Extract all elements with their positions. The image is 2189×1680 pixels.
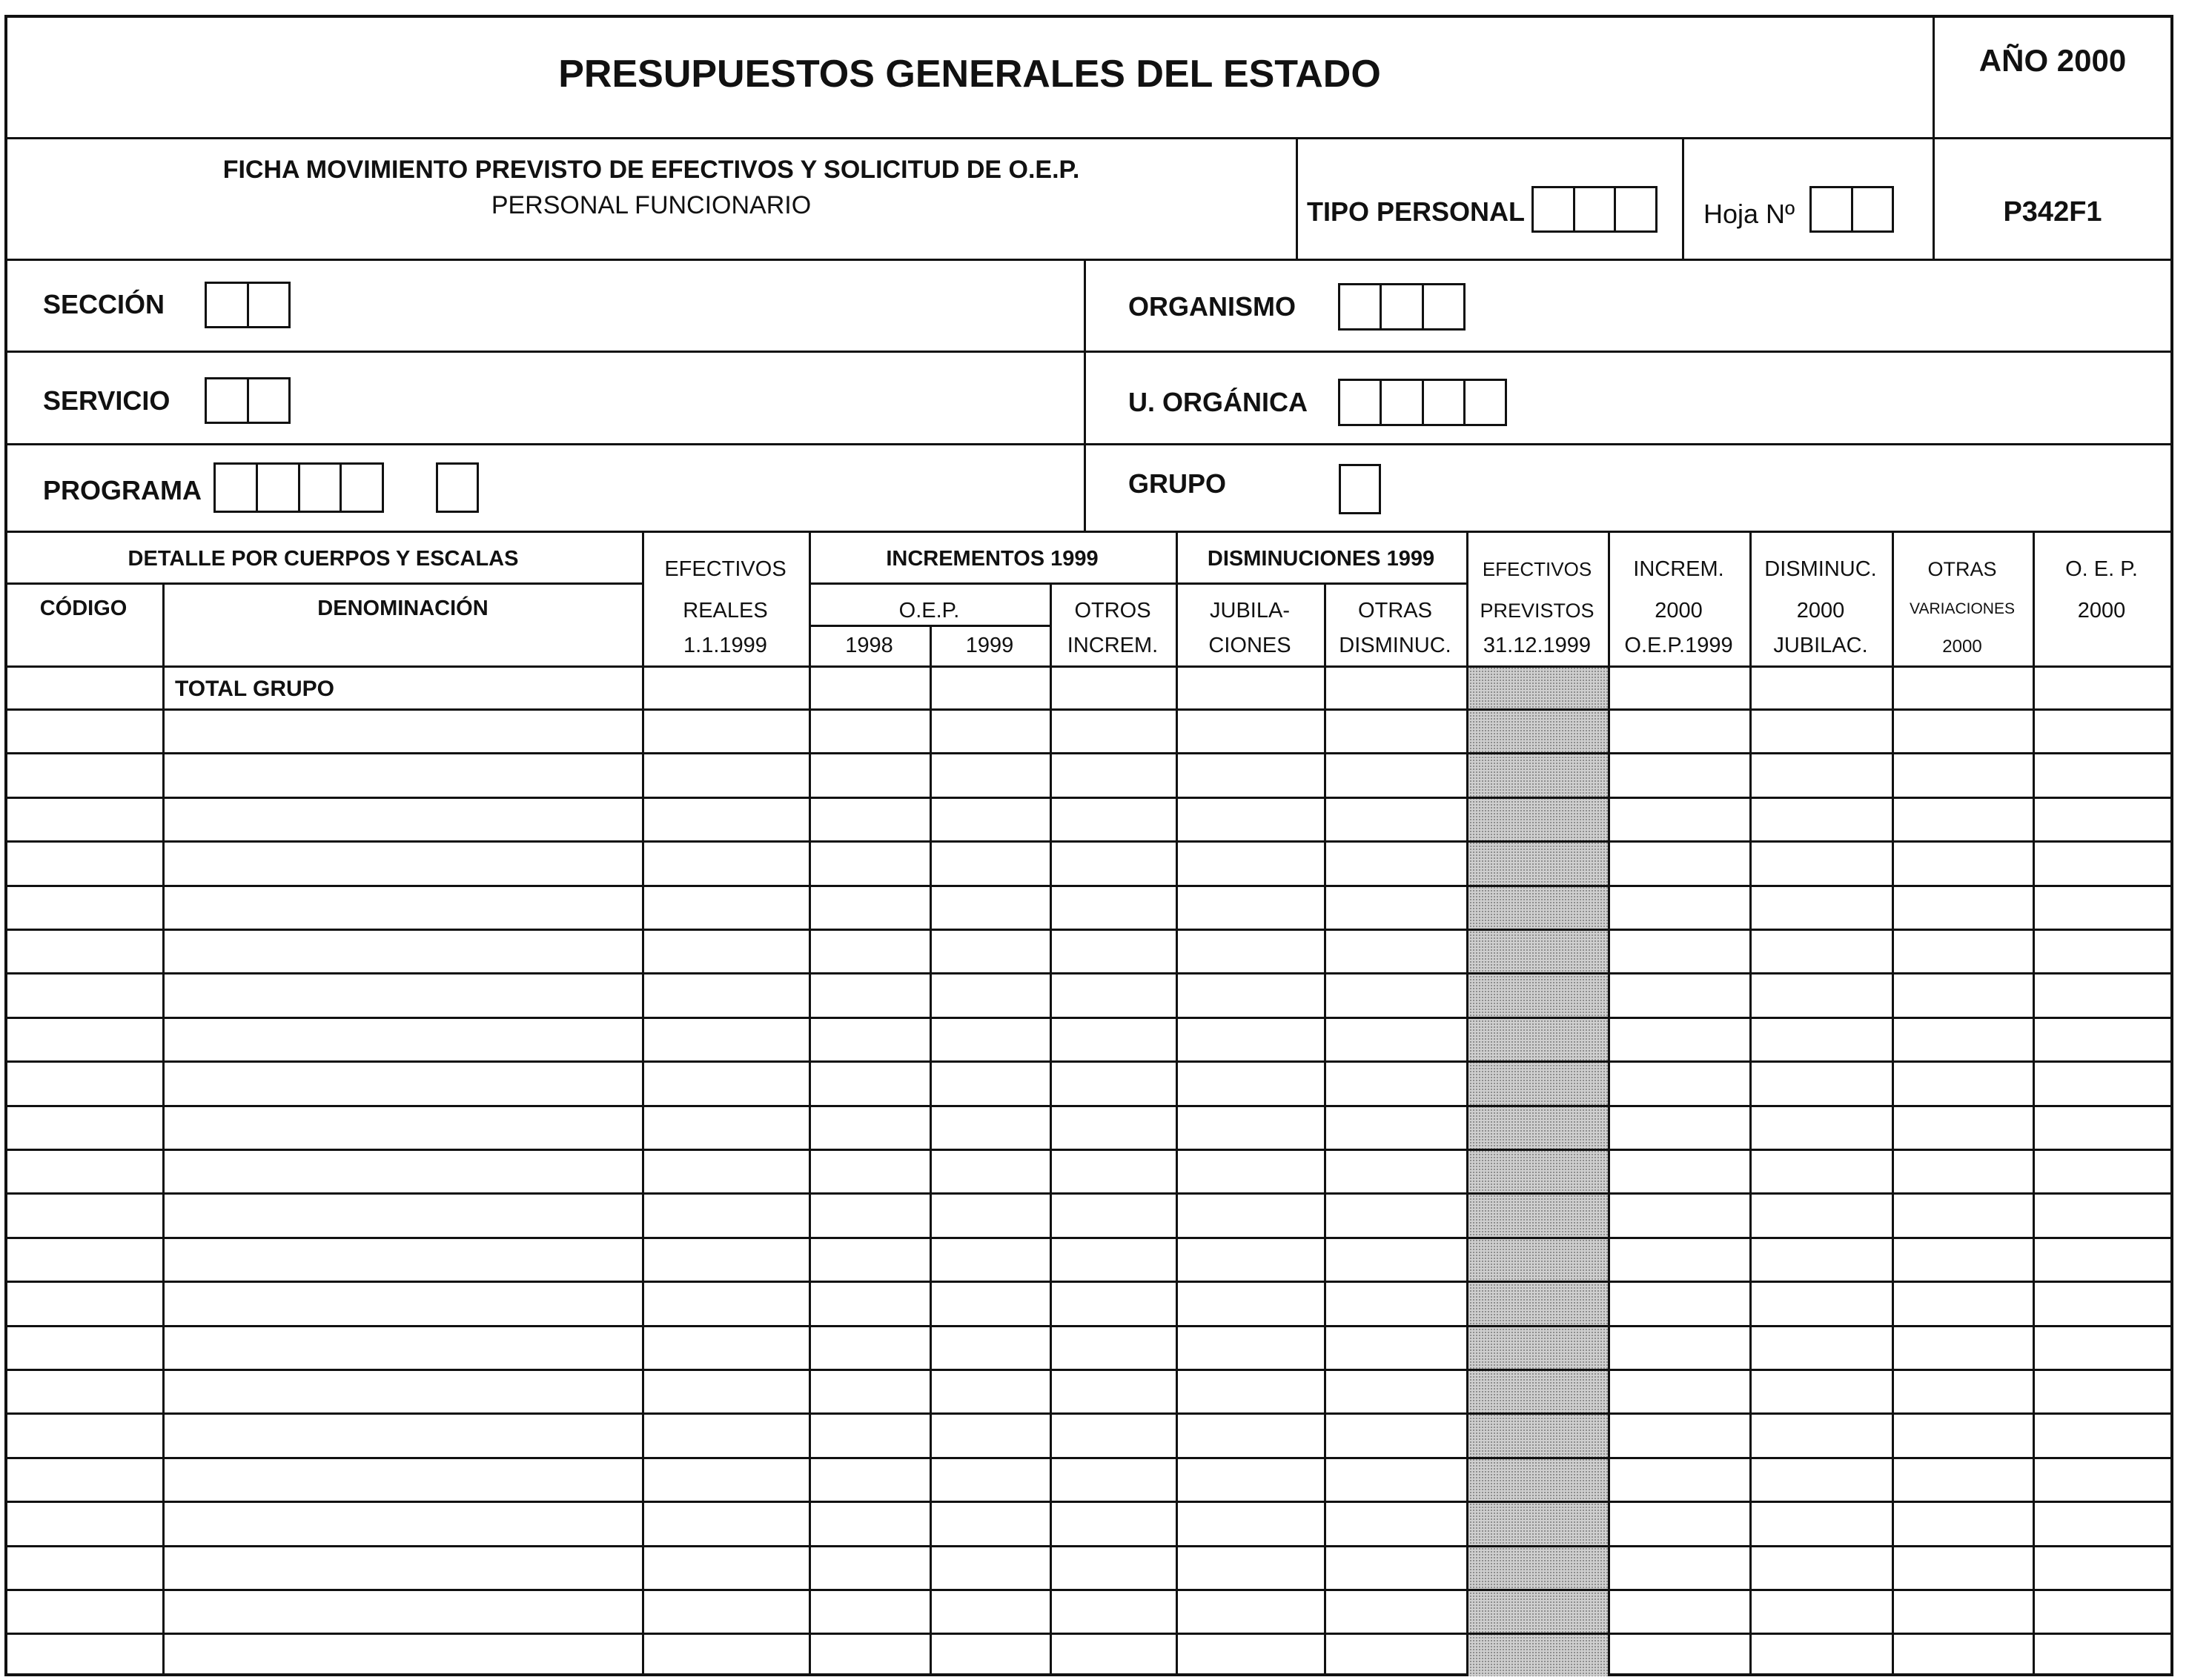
efectivos-previstos-header: PREVISTOS bbox=[1480, 600, 1594, 622]
table-row-line bbox=[4, 1412, 2173, 1415]
table-row-line bbox=[4, 885, 2173, 887]
oep-1998-header: 1998 bbox=[845, 634, 893, 657]
oep-1999-header: 1999 bbox=[965, 634, 1014, 657]
otras-variaciones-header: 2000 bbox=[1942, 637, 1982, 657]
table-column-line bbox=[1324, 582, 1326, 1676]
table-row-line bbox=[4, 752, 2173, 754]
detalle-header: DETALLE POR CUERPOS Y ESCALAS bbox=[128, 547, 519, 571]
table-row-line bbox=[4, 1192, 2173, 1195]
tipo-personal-input[interactable] bbox=[1531, 186, 1658, 233]
form-subtitle: FICHA MOVIMIENTO PREVISTO DE EFECTIVOS Y SOLICITUD DE O.E.P. bbox=[222, 156, 1080, 184]
oep-header: O.E.P. bbox=[898, 599, 960, 622]
divider bbox=[4, 137, 2173, 139]
programa-digit[interactable] bbox=[256, 465, 298, 511]
table-row-line bbox=[4, 1501, 2173, 1503]
organismo-input[interactable] bbox=[1338, 283, 1466, 331]
otras-variaciones-header: VARIACIONES bbox=[1910, 600, 2015, 617]
grupo-input[interactable] bbox=[1339, 464, 1381, 514]
divider bbox=[1296, 137, 1298, 260]
hoja-label: Hoja Nº bbox=[1703, 199, 1795, 229]
denominacion-header: DENOMINACIÓN bbox=[317, 597, 489, 620]
table-column-line bbox=[1749, 531, 1752, 1676]
programa-digit[interactable] bbox=[216, 465, 256, 511]
jubilaciones-header: CIONES bbox=[1208, 634, 1291, 657]
otros-increm-header: OTROS bbox=[1074, 599, 1151, 622]
tipo-personal-digit[interactable] bbox=[1614, 188, 1655, 230]
table-column-line bbox=[1892, 531, 1894, 1676]
table-column-line bbox=[1466, 531, 1468, 1676]
tipo-personal-label: TIPO PERSONAL bbox=[1307, 196, 1526, 227]
table-row-line bbox=[4, 1017, 2173, 1019]
disminuc-2000-header: 2000 bbox=[1796, 599, 1845, 622]
tipo-personal-digit[interactable] bbox=[1534, 188, 1573, 230]
table-row-line bbox=[4, 1281, 2173, 1283]
seccion-digit[interactable] bbox=[207, 284, 247, 326]
table-row-line bbox=[4, 708, 2173, 711]
u-organica-digit[interactable] bbox=[1340, 381, 1380, 424]
divider bbox=[4, 259, 2173, 261]
efectivos-previstos-header: 31.12.1999 bbox=[1483, 634, 1592, 657]
table-row-line bbox=[4, 972, 2173, 975]
servicio-input[interactable] bbox=[205, 377, 291, 424]
hoja-digit[interactable] bbox=[1812, 188, 1851, 230]
table-row-line bbox=[4, 1237, 2173, 1239]
efectivos-previstos-shading bbox=[1466, 667, 1608, 1676]
divider bbox=[4, 351, 2173, 353]
servicio-digit[interactable] bbox=[247, 379, 289, 422]
form-frame bbox=[4, 15, 2173, 1676]
increm-2000-header: INCREM. bbox=[1633, 557, 1724, 581]
table-row-line bbox=[4, 1457, 2173, 1459]
table-row-line bbox=[4, 1149, 2173, 1151]
organismo-label: ORGANISMO bbox=[1128, 291, 1296, 322]
programa-digit[interactable] bbox=[340, 465, 382, 511]
efectivos-reales-header: 1.1.1999 bbox=[683, 634, 767, 657]
table-column-line bbox=[809, 531, 811, 1676]
tipo-personal-digit[interactable] bbox=[1573, 188, 1615, 230]
total-grupo-label: TOTAL GRUPO bbox=[175, 677, 335, 701]
organismo-digit[interactable] bbox=[1422, 285, 1463, 328]
table-column-line bbox=[1050, 582, 1052, 1676]
codigo-header: CÓDIGO bbox=[39, 597, 128, 620]
disminuc-2000-header: DISMINUC. bbox=[1764, 557, 1877, 581]
divider bbox=[1682, 137, 1684, 260]
increm-2000-header: O.E.P.1999 bbox=[1624, 634, 1733, 657]
hoja-input[interactable] bbox=[1809, 186, 1894, 233]
organismo-digit[interactable] bbox=[1380, 285, 1421, 328]
divider bbox=[4, 443, 2173, 445]
incrementos-header: INCREMENTOS 1999 bbox=[886, 547, 1099, 571]
servicio-label: SERVICIO bbox=[43, 385, 170, 416]
servicio-digit[interactable] bbox=[207, 379, 247, 422]
table-column-line bbox=[162, 582, 165, 1676]
table-column-line bbox=[1176, 531, 1178, 1676]
disminuciones-header: DISMINUCIONES 1999 bbox=[1207, 547, 1435, 571]
u-organica-digit[interactable] bbox=[1380, 381, 1421, 424]
programa-input[interactable] bbox=[213, 462, 384, 513]
otras-disminuc-header: DISMINUC. bbox=[1339, 634, 1451, 657]
increm-2000-header: 2000 bbox=[1655, 599, 1703, 622]
u-organica-label: U. ORGÁNICA bbox=[1128, 387, 1308, 417]
grupo-label: GRUPO bbox=[1128, 468, 1227, 499]
table-row-line bbox=[4, 1545, 2173, 1547]
table-row-line bbox=[4, 797, 2173, 799]
table-column-line bbox=[1608, 531, 1610, 1676]
otros-increm-header: INCREM. bbox=[1067, 634, 1159, 657]
disminuc-2000-header: JUBILAC. bbox=[1773, 634, 1868, 657]
year-label: AÑO 2000 bbox=[1978, 43, 2127, 78]
otras-variaciones-header: OTRAS bbox=[1927, 558, 1997, 580]
oep-2000-header: 2000 bbox=[2077, 599, 2126, 622]
table-column-line bbox=[642, 531, 644, 1676]
u-organica-input[interactable] bbox=[1338, 379, 1507, 426]
oep-2000-header: O. E. P. bbox=[2065, 557, 2138, 581]
efectivos-previstos-header: EFECTIVOS bbox=[1482, 558, 1592, 580]
programa-extra-input[interactable] bbox=[436, 462, 479, 513]
table-row-line bbox=[4, 1325, 2173, 1327]
jubilaciones-header: JUBILA- bbox=[1210, 599, 1290, 622]
efectivos-reales-header: REALES bbox=[683, 599, 768, 622]
organismo-digit[interactable] bbox=[1340, 285, 1380, 328]
form-code: P342F1 bbox=[2003, 196, 2102, 228]
u-organica-digit[interactable] bbox=[1463, 381, 1505, 424]
divider bbox=[1084, 259, 1086, 531]
form-subtitle-line2: PERSONAL FUNCIONARIO bbox=[491, 191, 812, 219]
table-row-line bbox=[4, 1369, 2173, 1371]
divider bbox=[4, 531, 2173, 533]
seccion-label: SECCIÓN bbox=[43, 289, 165, 319]
otras-disminuc-header: OTRAS bbox=[1358, 599, 1432, 622]
programa-digit[interactable] bbox=[298, 465, 340, 511]
seccion-input[interactable] bbox=[205, 282, 291, 328]
table-row-line bbox=[4, 1105, 2173, 1107]
divider bbox=[4, 582, 642, 585]
table-row-line bbox=[4, 840, 2173, 843]
seccion-digit[interactable] bbox=[247, 284, 289, 326]
table-column-line bbox=[2033, 531, 2035, 1676]
divider bbox=[809, 582, 1466, 585]
u-organica-digit[interactable] bbox=[1422, 381, 1463, 424]
table-row-line bbox=[4, 1060, 2173, 1063]
form-title: PRESUPUESTOS GENERALES DEL ESTADO bbox=[558, 53, 1381, 96]
programa-label: PROGRAMA bbox=[43, 475, 202, 505]
table-row-line bbox=[4, 929, 2173, 931]
hoja-digit[interactable] bbox=[1851, 188, 1892, 230]
efectivos-reales-header: EFECTIVOS bbox=[664, 557, 786, 581]
divider bbox=[4, 665, 2173, 668]
table-row-line bbox=[4, 1589, 2173, 1591]
table-row-line bbox=[4, 1633, 2173, 1635]
